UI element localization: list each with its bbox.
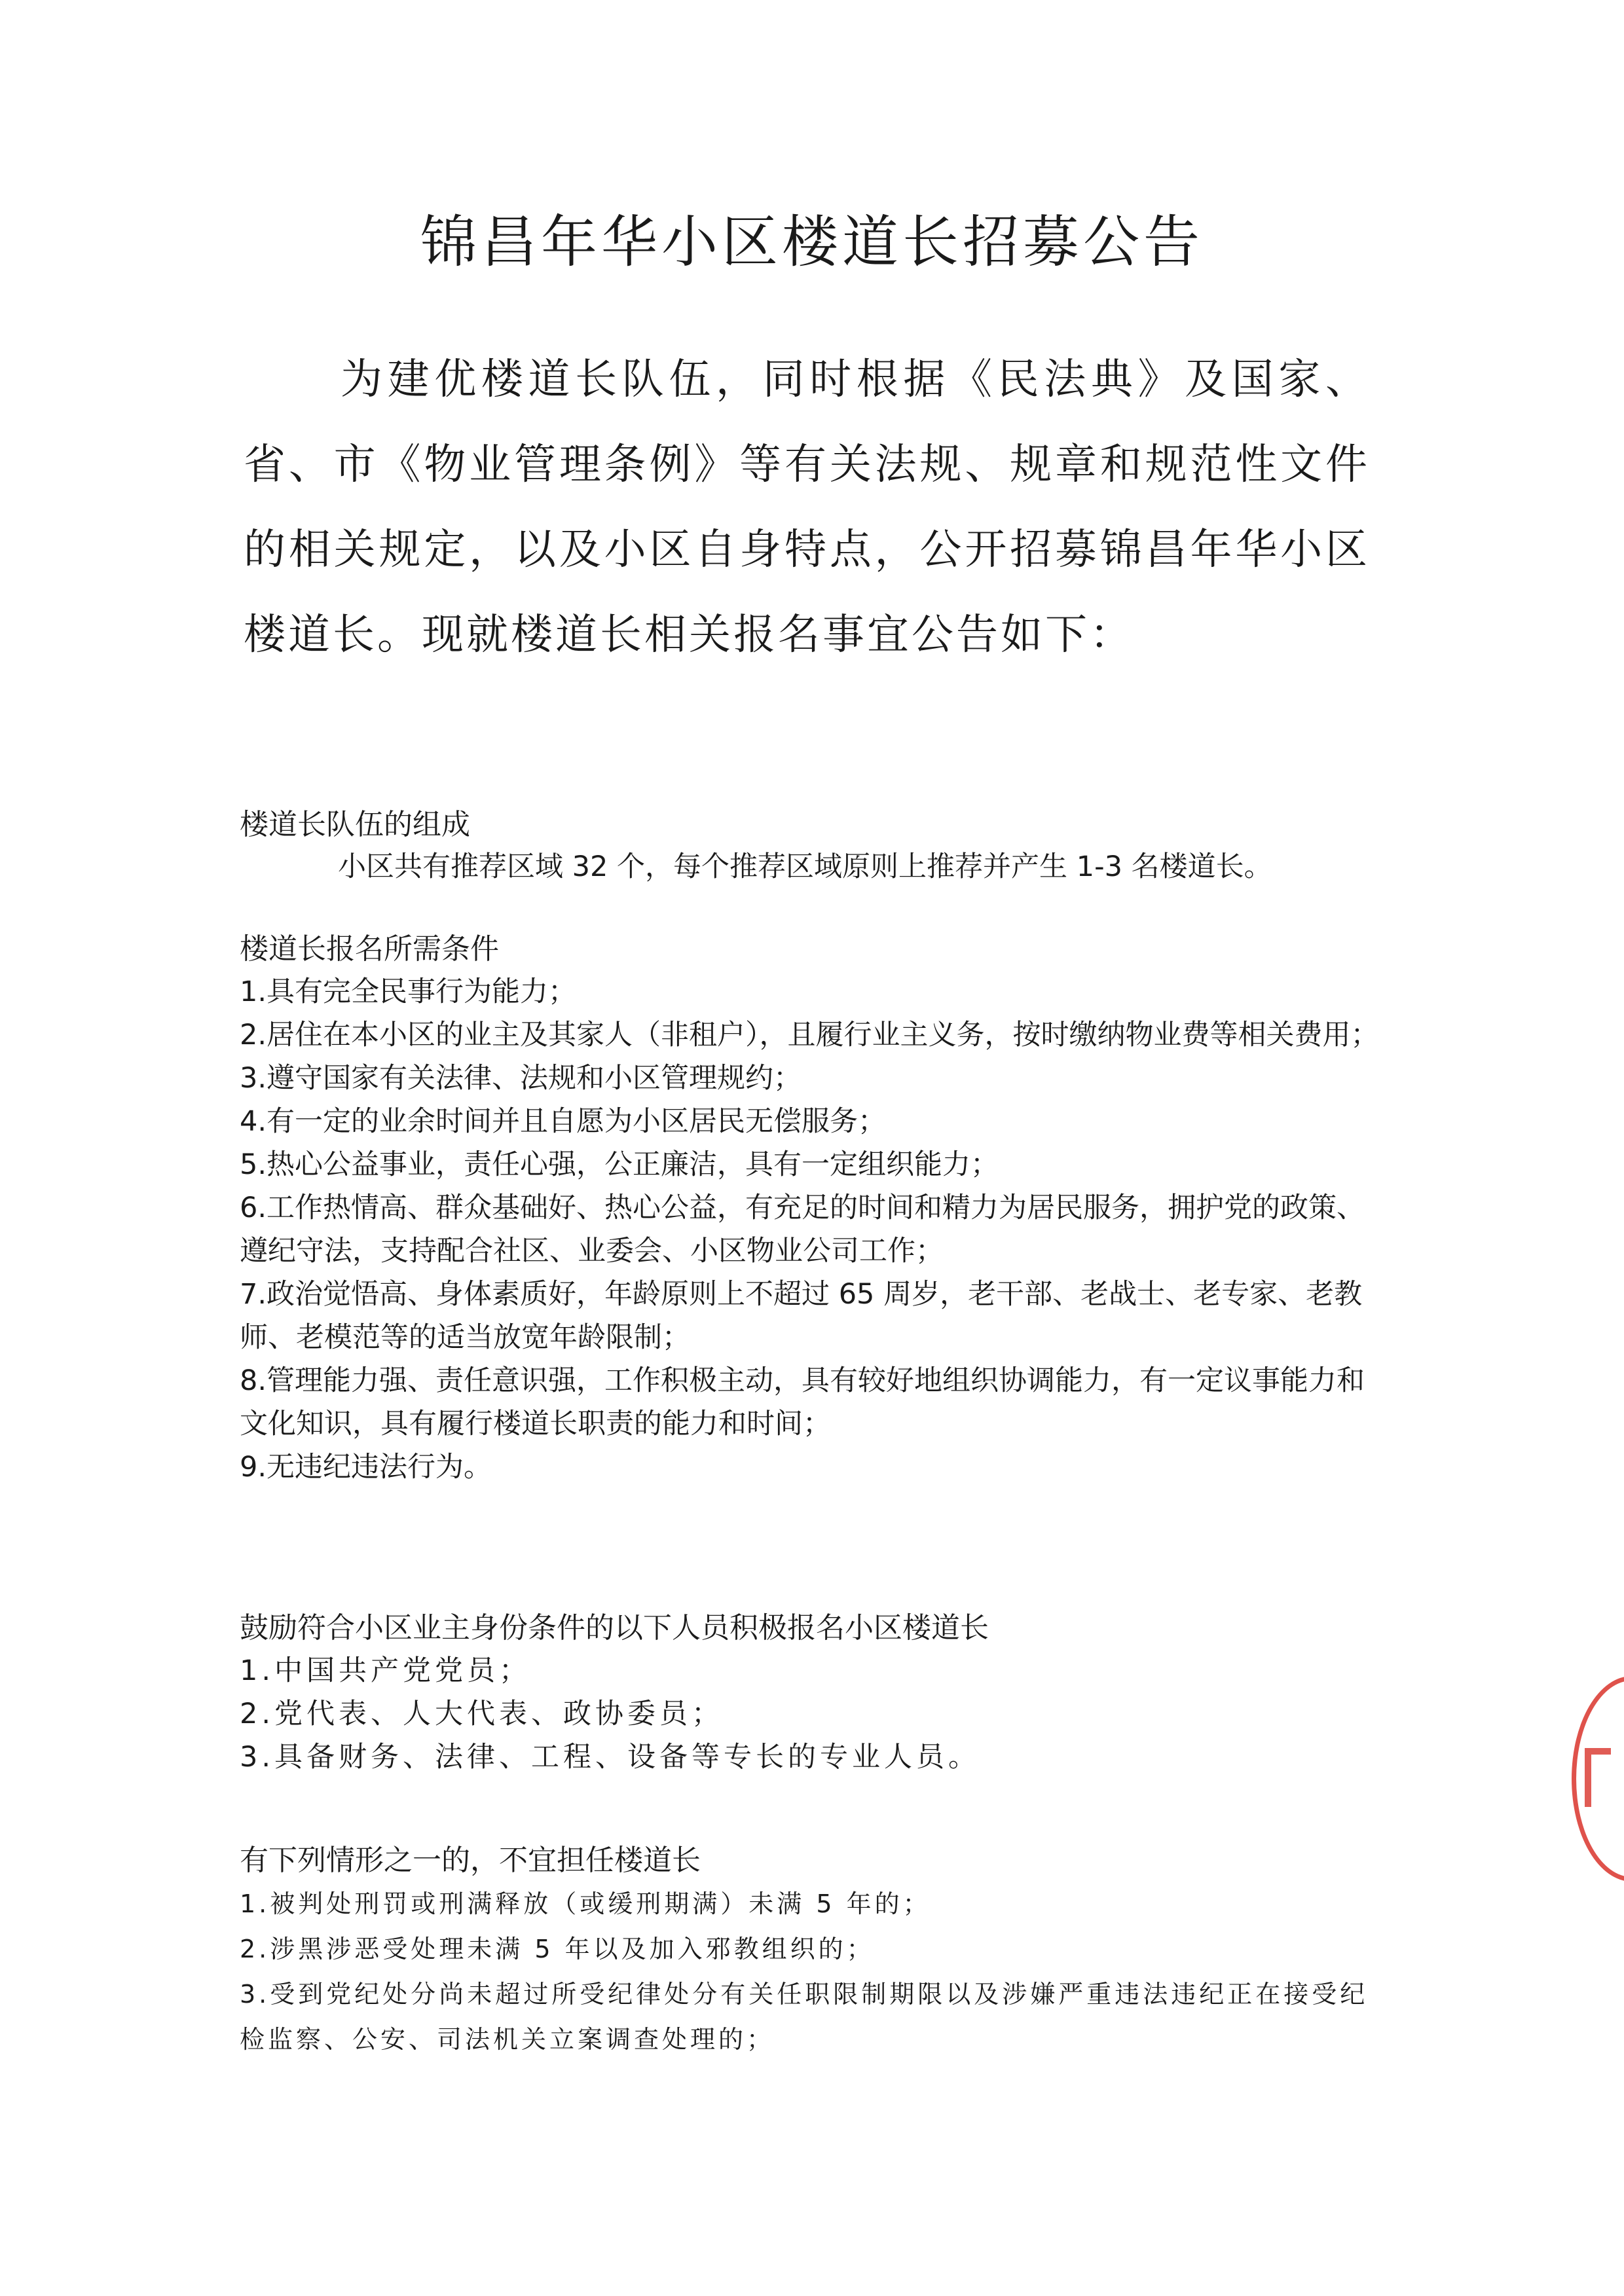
list-item: 5.热心公益事业，责任心强，公正廉洁，具有一定组织能力； bbox=[240, 1148, 999, 1181]
disqualified-heading: 有下列情形之一的，不宜担任楼道长 bbox=[240, 1844, 701, 1877]
list-item: 3.受到党纪处分尚未超过所受纪律处分有关任职限制期限以及涉嫌严重违法违纪正在接受纪检监察、公安、司法机关立案调查处理的； bbox=[240, 1980, 1369, 2054]
list-item: 2.党代表、人大代表、政协委员； bbox=[240, 1698, 724, 1730]
list-item: 1.具有完全民事行为能力； bbox=[240, 975, 577, 1008]
list-item: 3.遵守国家有关法律、法规和小区管理规约； bbox=[240, 1062, 802, 1095]
list-item: 7.政治觉悟高、身体素质好，年龄原则上不超过 65 周岁，老干部、老战士、老专家、老教师、老模范等的适当放宽年龄限制； bbox=[240, 1278, 1363, 1354]
disqualified-section bbox=[240, 1840, 1392, 2062]
list-item: 1.被判处刑罚或刑满释放（或缓刑期满）未满 5 年的； bbox=[240, 1889, 931, 1918]
team-text: 小区共有推荐区域 32 个，每个推荐区域原则上推荐并产生 1-3 名楼道长。 bbox=[338, 850, 1272, 883]
list-item: 8.管理能力强、责任意识强，工作积极主动，具有较好地组织协调能力，有一定议事能力和文化知识，具有履行楼道长职责的能力和时间； bbox=[240, 1364, 1365, 1440]
team-section bbox=[240, 804, 1392, 888]
list-item: 2.居住在本小区的业主及其家人（非租户），且履行业主义务，按时缴纳物业费等相关费用； bbox=[240, 1019, 1379, 1051]
list-item: 2.涉黑涉恶受处理未满 5 年以及加入邪教组织的； bbox=[240, 1935, 875, 1963]
list-item: 1.中国共产党党员； bbox=[240, 1654, 532, 1687]
encouraged-heading: 鼓励符合小区业主身份条件的以下人员积极报名小区楼道长 bbox=[240, 1611, 989, 1645]
team-heading: 楼道长队伍的组成 bbox=[240, 808, 470, 841]
requirements-list bbox=[240, 970, 1392, 1489]
intro-paragraph: 为建优楼道长队伍，同时根据《民法典》及国家、省、市《物业管理条例》等有关法规、规章和规范性文件的相关规定，以及小区自身特点，公开招募锦昌年华小区楼道长。现就楼道长相关报名事宜公告如下： bbox=[244, 355, 1370, 659]
list-item: 3.具备财务、法律、工程、设备等专长的专业人员。 bbox=[240, 1741, 981, 1774]
disqualified-list bbox=[240, 1882, 1392, 2062]
list-item: 4.有一定的业余时间并且自愿为小区居民无偿服务； bbox=[240, 1105, 887, 1138]
requirements-heading: 楼道长报名所需条件 bbox=[240, 932, 499, 966]
list-item: 6.工作热情高、群众基础好、热心公益，有充足的时间和精力为居民服务，拥护党的政策、遵纪守法，支持配合社区、业委会、小区物业公司工作； bbox=[240, 1192, 1365, 1267]
list-item: 9.无违纪违法行为。 bbox=[240, 1451, 492, 1484]
requirements-section bbox=[240, 928, 1392, 1489]
encouraged-section bbox=[240, 1607, 1392, 1779]
encouraged-list bbox=[240, 1649, 1392, 1779]
document-title: 锦昌年华小区楼道长招募公告 bbox=[420, 210, 1204, 275]
seal-fragment bbox=[1585, 1748, 1611, 1807]
